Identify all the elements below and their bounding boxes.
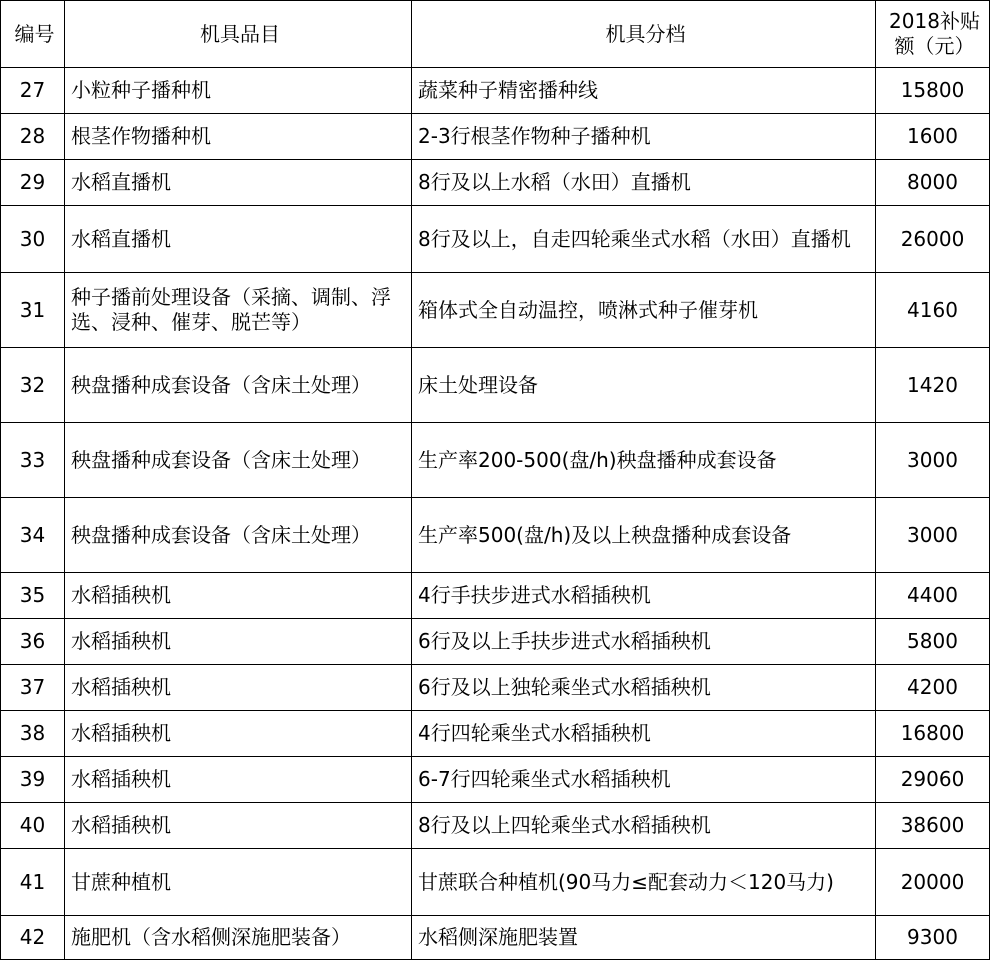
row-grade: 生产率500(盘/h)及以上秧盘播种成套设备 bbox=[412, 498, 876, 573]
row-item: 秧盘播种成套设备（含床土处理） bbox=[65, 348, 412, 423]
row-grade: 甘蔗联合种植机(90马力≤配套动力＜120马力) bbox=[412, 849, 876, 916]
row-number: 41 bbox=[1, 849, 65, 916]
row-subsidy: 26000 bbox=[876, 206, 990, 273]
row-grade: 6行及以上独轮乘坐式水稻插秧机 bbox=[412, 665, 876, 711]
row-subsidy: 5800 bbox=[876, 619, 990, 665]
row-subsidy: 3000 bbox=[876, 423, 990, 498]
row-subsidy: 1420 bbox=[876, 348, 990, 423]
row-grade: 2-3行根茎作物种子播种机 bbox=[412, 114, 876, 160]
row-grade: 4行四轮乘坐式水稻插秧机 bbox=[412, 711, 876, 757]
row-item: 水稻插秧机 bbox=[65, 757, 412, 803]
row-item: 水稻插秧机 bbox=[65, 573, 412, 619]
table-row bbox=[1, 160, 990, 206]
row-grade: 6-7行四轮乘坐式水稻插秧机 bbox=[412, 757, 876, 803]
header-row bbox=[1, 1, 990, 68]
table-row bbox=[1, 498, 990, 573]
row-number: 34 bbox=[1, 498, 65, 573]
table-row bbox=[1, 348, 990, 423]
row-number: 37 bbox=[1, 665, 65, 711]
header-number: 编号 bbox=[1, 1, 65, 68]
row-number: 31 bbox=[1, 273, 65, 348]
row-number: 28 bbox=[1, 114, 65, 160]
row-subsidy: 1600 bbox=[876, 114, 990, 160]
row-subsidy: 4200 bbox=[876, 665, 990, 711]
table-row bbox=[1, 665, 990, 711]
row-number: 30 bbox=[1, 206, 65, 273]
row-grade: 6行及以上手扶步进式水稻插秧机 bbox=[412, 619, 876, 665]
row-item: 根茎作物播种机 bbox=[65, 114, 412, 160]
row-grade: 床土处理设备 bbox=[412, 348, 876, 423]
row-subsidy: 29060 bbox=[876, 757, 990, 803]
row-item: 施肥机（含水稻侧深施肥装备） bbox=[65, 916, 412, 960]
row-grade: 箱体式全自动温控，喷淋式种子催芽机 bbox=[412, 273, 876, 348]
table-row bbox=[1, 849, 990, 916]
row-number: 38 bbox=[1, 711, 65, 757]
row-item: 水稻插秧机 bbox=[65, 803, 412, 849]
table-row bbox=[1, 573, 990, 619]
row-number: 33 bbox=[1, 423, 65, 498]
row-number: 35 bbox=[1, 573, 65, 619]
row-subsidy: 8000 bbox=[876, 160, 990, 206]
row-number: 42 bbox=[1, 916, 65, 960]
row-subsidy: 16800 bbox=[876, 711, 990, 757]
row-subsidy: 3000 bbox=[876, 498, 990, 573]
header-item: 机具品目 bbox=[65, 1, 412, 68]
table-row bbox=[1, 423, 990, 498]
row-subsidy: 38600 bbox=[876, 803, 990, 849]
row-item: 秧盘播种成套设备（含床土处理） bbox=[65, 498, 412, 573]
row-grade: 8行及以上水稻（水田）直播机 bbox=[412, 160, 876, 206]
row-grade: 水稻侧深施肥装置 bbox=[412, 916, 876, 960]
row-subsidy: 9300 bbox=[876, 916, 990, 960]
row-item: 甘蔗种植机 bbox=[65, 849, 412, 916]
table-row bbox=[1, 916, 990, 960]
header-grade: 机具分档 bbox=[412, 1, 876, 68]
row-item: 水稻直播机 bbox=[65, 160, 412, 206]
row-grade: 生产率200-500(盘/h)秧盘播种成套设备 bbox=[412, 423, 876, 498]
row-subsidy: 4400 bbox=[876, 573, 990, 619]
row-number: 32 bbox=[1, 348, 65, 423]
row-subsidy: 15800 bbox=[876, 68, 990, 114]
row-grade: 4行手扶步进式水稻插秧机 bbox=[412, 573, 876, 619]
row-grade: 8行及以上，自走四轮乘坐式水稻（水田）直播机 bbox=[412, 206, 876, 273]
row-item: 水稻插秧机 bbox=[65, 619, 412, 665]
row-item: 水稻直播机 bbox=[65, 206, 412, 273]
row-item: 小粒种子播种机 bbox=[65, 68, 412, 114]
table-row bbox=[1, 206, 990, 273]
row-item: 水稻插秧机 bbox=[65, 665, 412, 711]
table-row bbox=[1, 803, 990, 849]
row-grade: 蔬菜种子精密播种线 bbox=[412, 68, 876, 114]
row-subsidy: 20000 bbox=[876, 849, 990, 916]
row-item: 秧盘播种成套设备（含床土处理） bbox=[65, 423, 412, 498]
row-item: 种子播前处理设备（采摘、调制、浮选、浸种、催芽、脱芒等） bbox=[65, 273, 412, 348]
row-number: 27 bbox=[1, 68, 65, 114]
table-row bbox=[1, 757, 990, 803]
row-number: 36 bbox=[1, 619, 65, 665]
row-item: 水稻插秧机 bbox=[65, 711, 412, 757]
table-row bbox=[1, 273, 990, 348]
row-number: 40 bbox=[1, 803, 65, 849]
row-number: 39 bbox=[1, 757, 65, 803]
table-row bbox=[1, 114, 990, 160]
row-grade: 8行及以上四轮乘坐式水稻插秧机 bbox=[412, 803, 876, 849]
table-row bbox=[1, 619, 990, 665]
table-row bbox=[1, 711, 990, 757]
table-row bbox=[1, 68, 990, 114]
row-subsidy: 4160 bbox=[876, 273, 990, 348]
row-number: 29 bbox=[1, 160, 65, 206]
header-subsidy: 2018补贴额（元） bbox=[876, 1, 990, 68]
